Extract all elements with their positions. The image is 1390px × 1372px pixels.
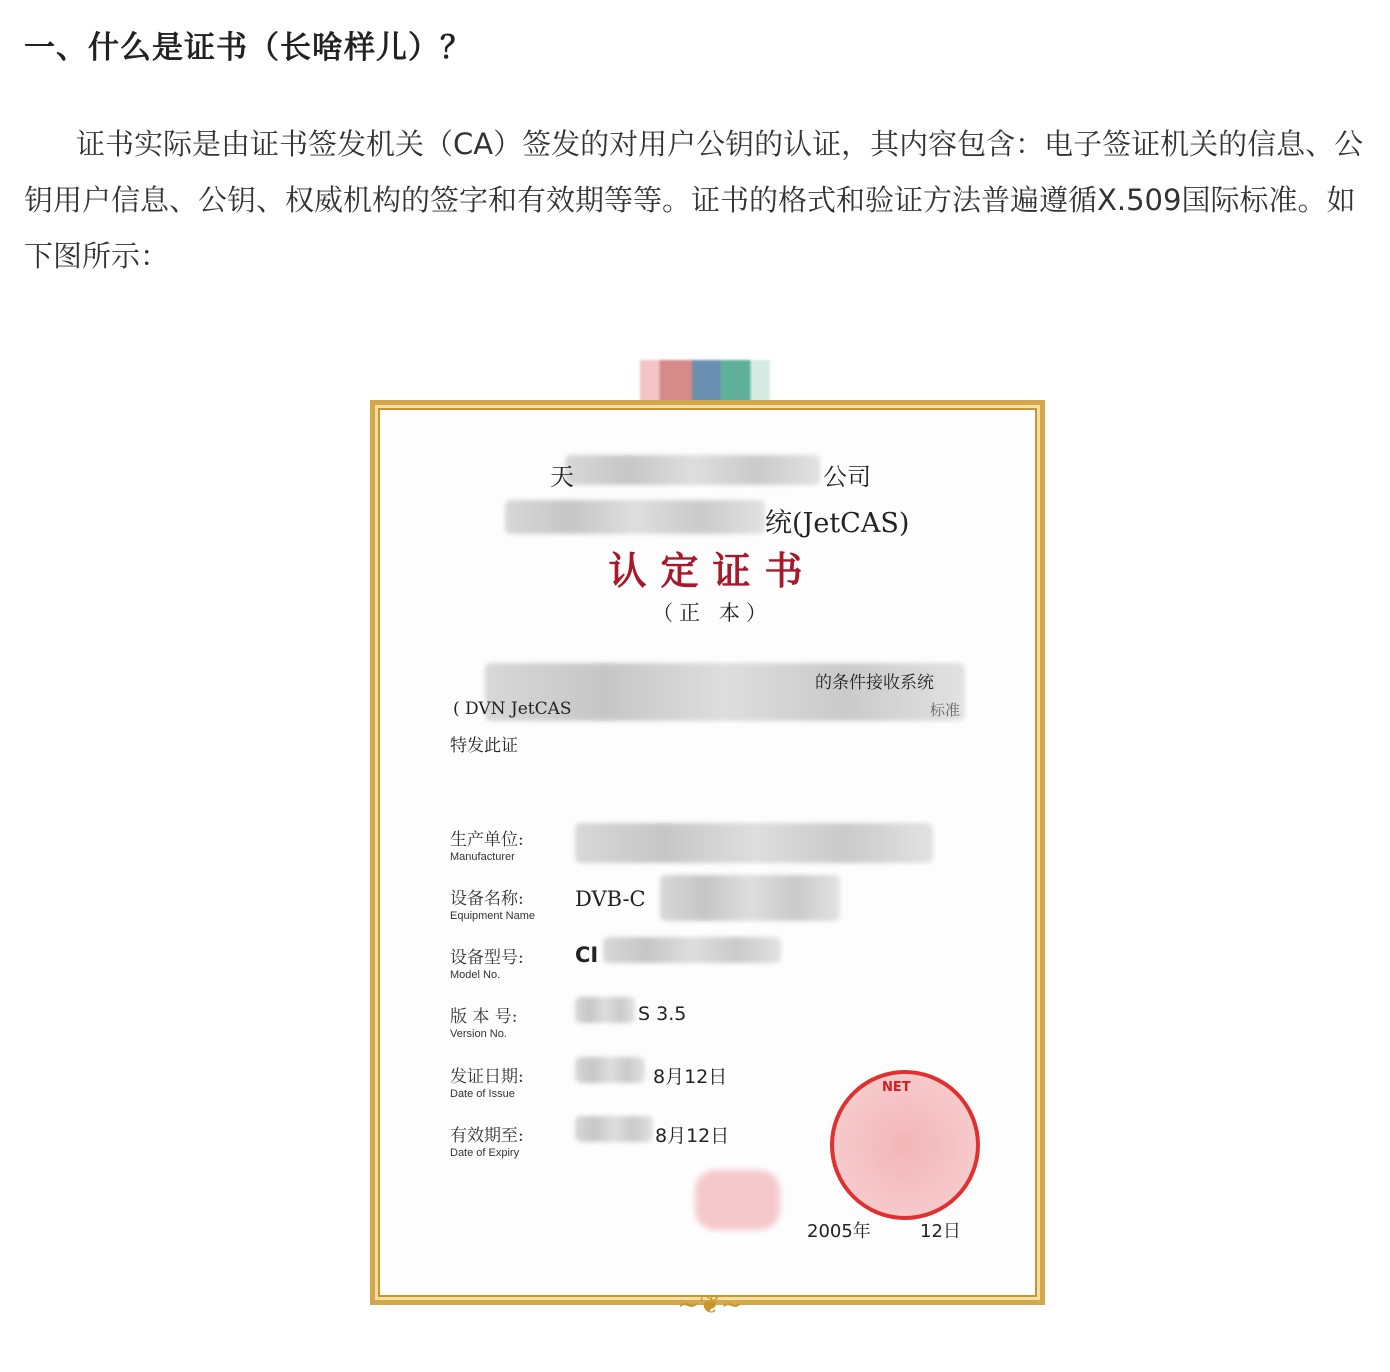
sign-date-year: 2005年: [807, 1221, 871, 1242]
body-line-2-end: 标准: [930, 701, 961, 719]
redacted-block: [505, 500, 765, 534]
system-name: 统(JetCAS): [765, 508, 910, 539]
redacted-block: [575, 997, 635, 1023]
field-value-expiry-date: 8月12日: [655, 1125, 730, 1147]
redacted-signature: [695, 1170, 780, 1230]
field-value-issue-date: 8月12日: [653, 1066, 728, 1088]
body-line-1: 的条件接收系统: [815, 673, 934, 693]
redacted-block: [660, 875, 840, 921]
company-suffix: 公司: [823, 463, 871, 491]
redacted-block: [575, 1116, 653, 1142]
sign-date-day: 12日: [920, 1221, 961, 1242]
section-heading: 一、什么是证书（长啥样儿）？: [24, 30, 472, 66]
redacted-block: [603, 937, 781, 963]
seal-text: NET: [882, 1080, 911, 1095]
field-value-model: CI: [575, 943, 599, 967]
redacted-block: [575, 1057, 645, 1083]
field-label-manufacturer: 生产单位: Manufacturer: [450, 830, 524, 863]
redacted-block: [575, 823, 933, 863]
body-line-3: 特发此证: [450, 736, 518, 756]
official-seal: [830, 1070, 980, 1220]
field-label-version: 版 本 号: Version No.: [450, 1007, 518, 1040]
field-label-issue-date: 发证日期: Date of Issue: [450, 1067, 524, 1100]
field-label-equipment: 设备名称: Equipment Name: [450, 889, 535, 922]
body-line-2: ( DVN JetCAS: [453, 699, 572, 719]
certificate-subtitle: （正 本）: [652, 601, 773, 625]
field-label-expiry-date: 有效期至: Date of Expiry: [450, 1126, 524, 1159]
field-label-model: 设备型号: Model No.: [450, 948, 524, 981]
field-value-version: S 3.5: [638, 1003, 687, 1025]
redacted-block: [565, 455, 820, 485]
ornament-icon: ~❦~: [677, 1290, 743, 1320]
company-prefix: 天: [550, 463, 574, 491]
certificate-image: [370, 400, 1045, 1320]
body-paragraph: 证书实际是由证书签发机关（CA）签发的对用户公钥的认证，其内容包含：电子签证机关的信息、公钥用户信息、公钥、权威机构的签字和有效期等等。证书的格式和验证方法普遍遵循X.509国际标准。如下图所示：: [24, 127, 1364, 273]
field-value-equipment: DVB-C: [575, 887, 646, 911]
certificate-title: 认定证书: [608, 549, 817, 593]
